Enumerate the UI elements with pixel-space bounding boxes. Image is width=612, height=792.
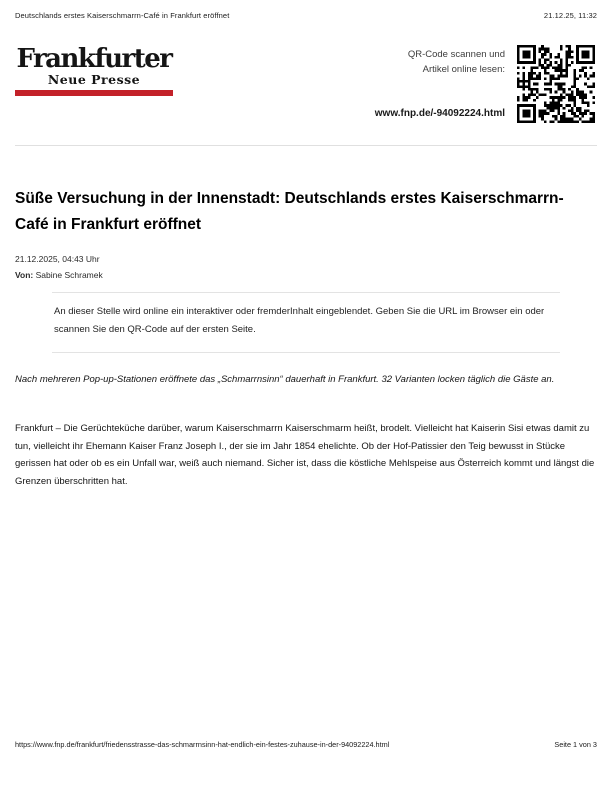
running-header — [15, 11, 597, 20]
newspaper-logo-subtitle: Neue Presse — [47, 72, 141, 87]
running-header-datetime: 21.12.25, 11:32 — [543, 11, 597, 20]
footer-page-number: Seite 1 von 3 — [554, 740, 597, 749]
article-title: Süße Versuchung in der Innenstadt: Deutschlands erstes Kaiserschmarrn-Café in Frankfurt eröffnet — [15, 190, 564, 233]
footer-url: https://www.fnp.de/frankfurt/friedensstrasse-das-schmarrnsinn-hat-endlich-ein-festes-zuhause-in-der-94092224.html — [15, 740, 390, 749]
embed-placeholder-notice: An dieser Stelle wird online ein interaktiver oder fremderInhalt eingeblendet. Geben Sie die URL im Browser ein oder scannen Sie den QR-Code auf der ersten Seite. — [52, 292, 560, 353]
newspaper-logo — [15, 45, 173, 96]
qr-caption-line1: QR-Code scannen und — [407, 49, 505, 60]
article-body: Frankfurt – Die Gerüchteküche darüber, warum Kaiserschmarrn Kaiserschmarm heißt, brodelt. Vielleicht hat Kaiserin Sisi etwas damit zu tun, vielleicht ihr Ehemann Kaiser Franz Joseph I., der sie im Jahr 1854 ehelichte. Ob der Hof-Patissier den Teig bewusst in Stücke gerissen hat oder ob es ein Unfall war, weiß auch niemand. Sicher ist, dass die köstliche Mehlspeise aus Österreich kommt und längst die Grenzen überschritten hat. — [15, 423, 595, 487]
running-header-title: Deutschlands erstes Kaiserschmarrn-Café in Frankfurt eröffnet — [15, 11, 230, 20]
masthead-row — [15, 45, 595, 123]
running-footer — [15, 740, 597, 749]
newspaper-logo-name: Frankfurter — [16, 44, 172, 74]
publish-date: 21.12.2025, 04:43 Uhr — [15, 254, 100, 264]
qr-block — [375, 45, 595, 123]
logo-accent-bar — [15, 90, 173, 96]
byline-name: Sabine Schramek — [35, 270, 103, 280]
article-short-url: www.fnp.de/-94092224.html — [374, 108, 505, 119]
byline — [15, 267, 103, 283]
qr-code-icon — [517, 45, 595, 123]
qr-caption-line2: Artikel online lesen: — [422, 64, 505, 75]
header-divider — [15, 145, 597, 146]
byline-label: Von: — [15, 270, 34, 280]
qr-caption — [375, 45, 505, 123]
article-lead: Nach mehreren Pop-up-Stationen eröffnete das „Schmarrnsinn“ dauerhaft in Frankfurt. 32 Varianten locken täglich die Gäste an. — [15, 374, 555, 385]
article-meta — [15, 251, 103, 283]
